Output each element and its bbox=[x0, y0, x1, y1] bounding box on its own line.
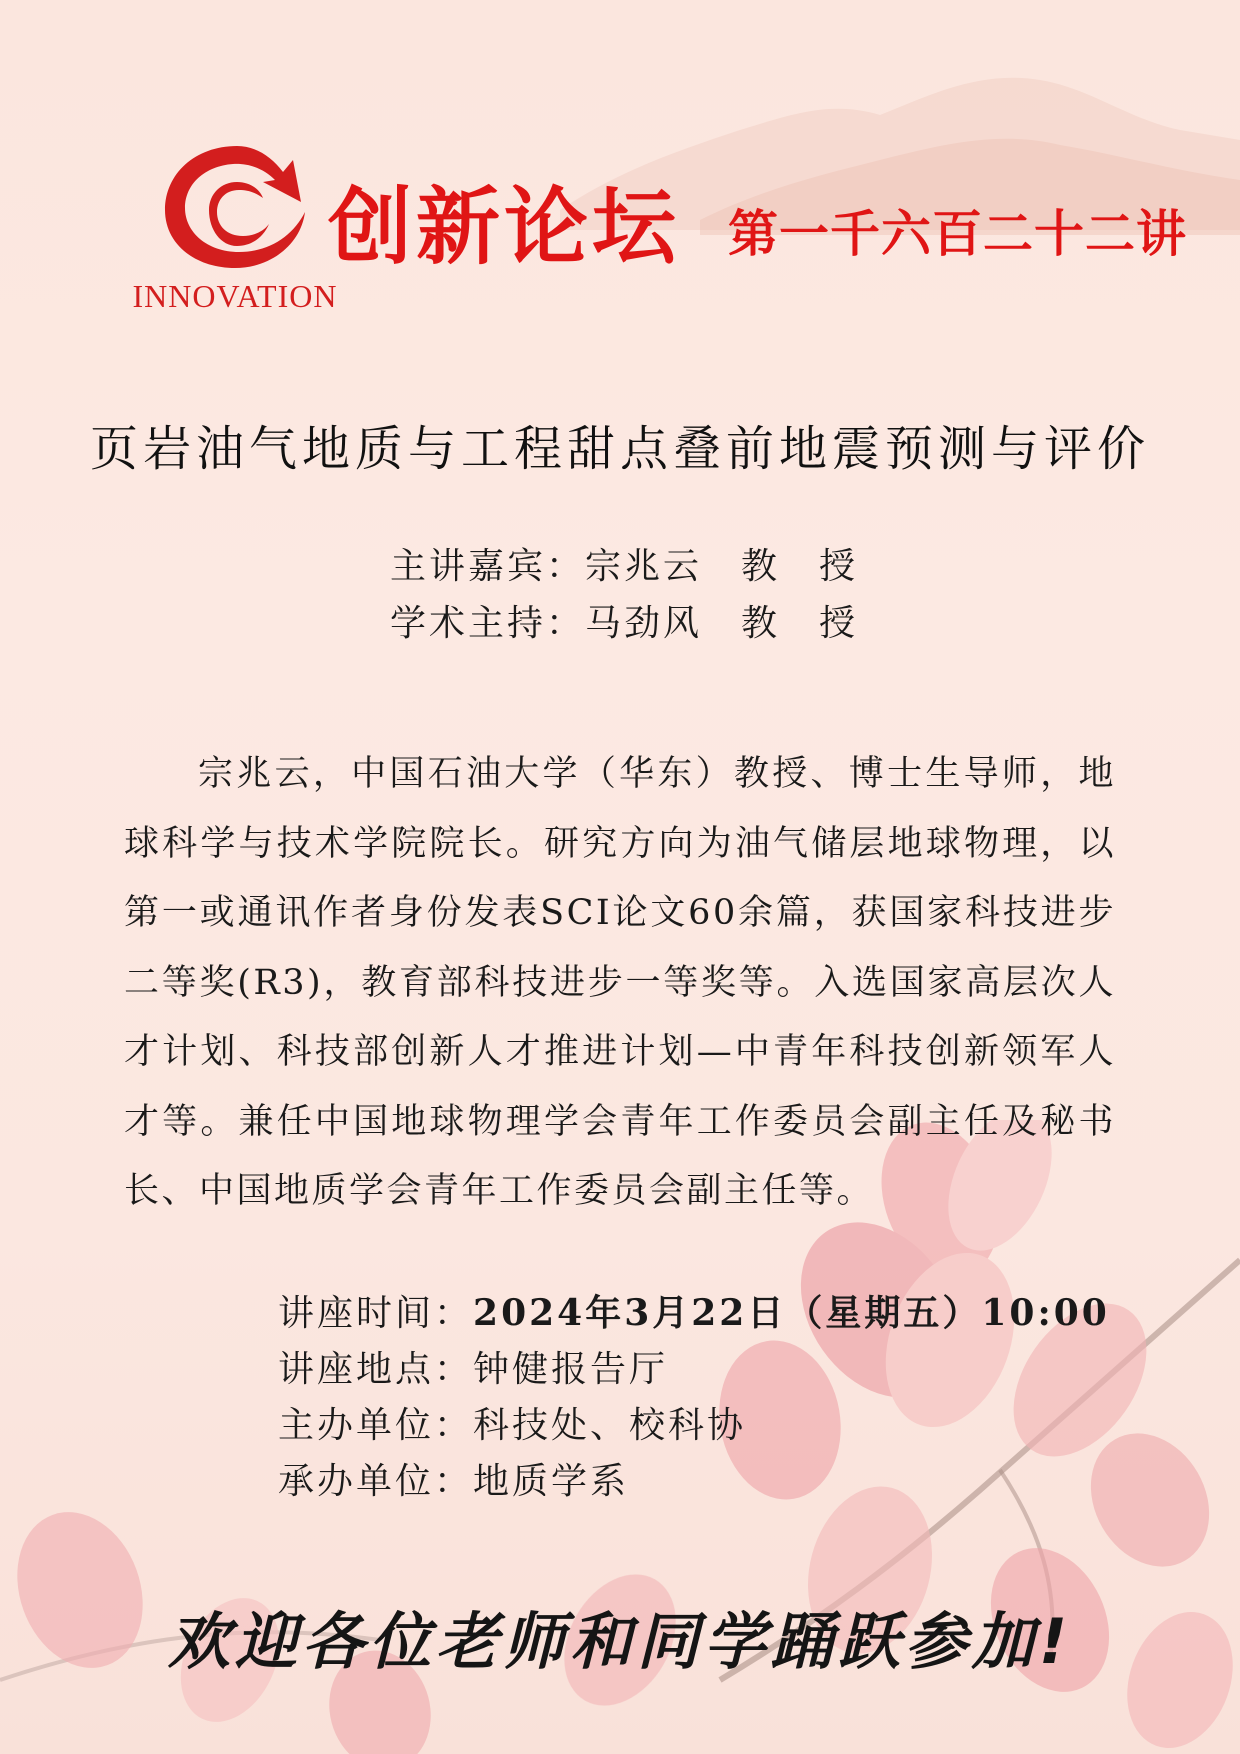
undertaker-row bbox=[278, 1453, 1110, 1509]
undertaker-label: 承办单位： bbox=[278, 1461, 474, 1502]
speaker-label: 主讲嘉宾： bbox=[390, 546, 586, 587]
speaker-bio: 宗兆云，中国石油大学（华东）教授、博士生导师，地球科学与技术学院院长。研究方向为油气储层地球物理，以第一或通讯作者身份发表SCI论文60余篇，获国家科技进步二等奖(R3)，教育部科技进步一等奖等。入选国家高层次人才计划、科技部创新人才推进计划—中青年科技创新领军人才等。兼任中国地球物理学会青年工作委员会副主任及秘书长、中国地质学会青年工作委员会副主任等。 bbox=[124, 754, 1116, 1211]
organizer-value: 科技处、校科协 bbox=[473, 1405, 747, 1446]
speaker-title: 教 授 bbox=[741, 546, 859, 587]
place-row bbox=[278, 1341, 1110, 1397]
organizer-row bbox=[278, 1397, 1110, 1453]
host-row bbox=[390, 595, 858, 652]
time-label: 讲座时间： bbox=[278, 1293, 474, 1334]
undertaker-value: 地质学系 bbox=[473, 1461, 630, 1502]
lecture-number: 第一千六百二十二讲 bbox=[728, 205, 1187, 263]
organizer-label: 主办单位： bbox=[278, 1405, 474, 1446]
time-row bbox=[278, 1285, 1110, 1341]
innovation-logo bbox=[120, 140, 350, 314]
host-title: 教 授 bbox=[741, 603, 859, 644]
time-value: 2024年3月22日（星期五）10:00 bbox=[473, 1292, 1110, 1334]
forum-name: 创新论坛 bbox=[328, 178, 681, 276]
speaker-row bbox=[390, 538, 858, 595]
red-swirl-logo-icon bbox=[155, 140, 315, 275]
host-name: 马劲风 bbox=[585, 603, 703, 644]
welcome-message: 欢迎各位老师和同学踊跃参加! bbox=[167, 1605, 1073, 1678]
logo-text: INNOVATION bbox=[132, 278, 338, 314]
place-label: 讲座地点： bbox=[278, 1349, 474, 1390]
place-value: 钟健报告厅 bbox=[473, 1349, 669, 1390]
lecture-title: 页岩油气地质与工程甜点叠前地震预测与评价 bbox=[89, 421, 1150, 477]
host-label: 学术主持： bbox=[390, 603, 586, 644]
lecture-details bbox=[278, 1285, 1110, 1509]
speaker-name: 宗兆云 bbox=[585, 546, 703, 587]
speaker-block bbox=[390, 538, 858, 652]
